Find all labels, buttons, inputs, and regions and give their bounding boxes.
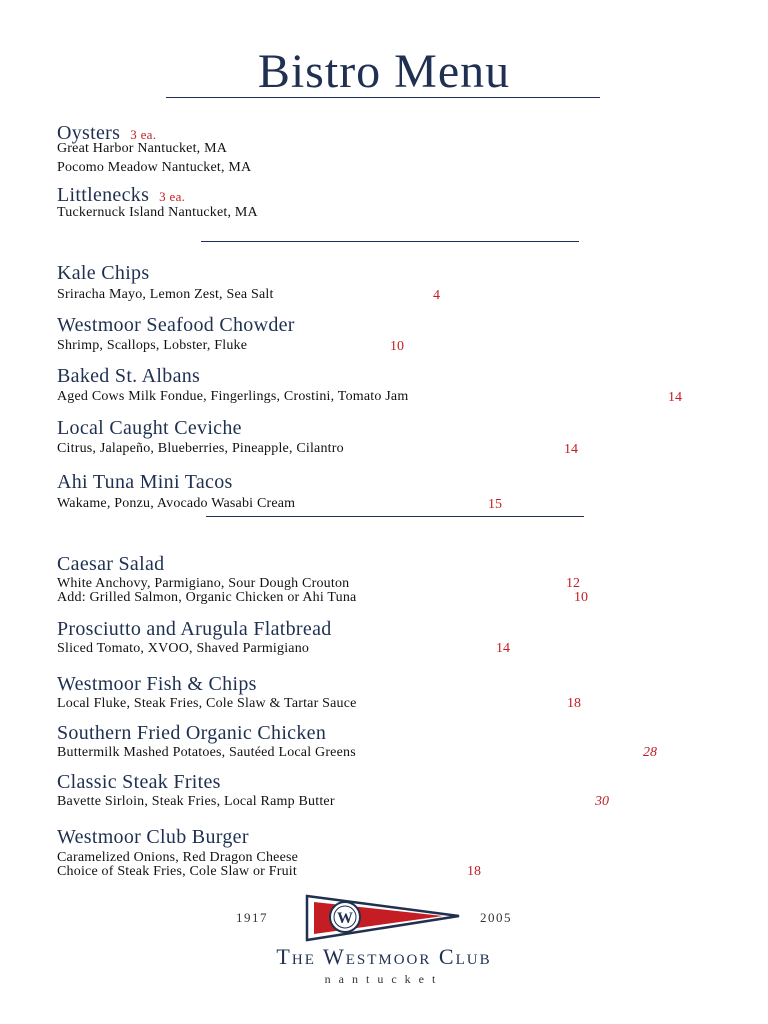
menu-item-name: Kale Chips xyxy=(57,262,150,284)
menu-item-name: Southern Fried Organic Chicken xyxy=(57,722,327,744)
littlenecks-line-1: Tuckernuck Island Nantucket, MA xyxy=(57,205,258,220)
club-location: nantucket xyxy=(324,972,444,986)
section-divider-1 xyxy=(201,241,579,242)
oysters-line-1: Great Harbor Nantucket, MA xyxy=(57,141,228,156)
burgee-flag-icon xyxy=(305,894,461,944)
menu-item-price: 4 xyxy=(433,288,440,303)
title-underline xyxy=(166,97,600,98)
menu-item-price: 18 xyxy=(567,696,581,711)
menu-item-price: 28 xyxy=(643,745,657,760)
flag-letter: W xyxy=(337,910,353,927)
menu-item-price: 12 xyxy=(566,576,580,591)
menu-item-price: 15 xyxy=(488,497,502,512)
menu-item-desc: Citrus, Jalapeño, Blueberries, Pineapple, Cilantro xyxy=(57,441,344,456)
page-title: Bistro Menu xyxy=(257,45,511,98)
menu-item-desc: Aged Cows Milk Fondue, Fingerlings, Crostini, Tomato Jam xyxy=(57,389,409,404)
oysters-heading: Oysters 3 ea. xyxy=(57,122,157,144)
menu-item-desc: Caramelized Onions, Red Dragon Cheese xyxy=(57,850,299,865)
menu-item-desc: Local Fluke, Steak Fries, Cole Slaw & Tartar Sauce xyxy=(57,696,357,711)
menu-item-desc: Wakame, Ponzu, Avocado Wasabi Cream xyxy=(57,496,296,511)
menu-item-desc: Shrimp, Scallops, Lobster, Fluke xyxy=(57,338,248,353)
menu-item-name: Caesar Salad xyxy=(57,553,165,575)
section-divider-2 xyxy=(206,516,584,517)
menu-item-addon: Add: Grilled Salmon, Organic Chicken or Ahi Tuna xyxy=(57,590,357,605)
menu-item-price: 14 xyxy=(668,390,682,405)
menu-item-name: Westmoor Fish & Chips xyxy=(57,673,257,695)
littlenecks-heading: Littlenecks 3 ea. xyxy=(57,184,186,206)
club-name: The Westmoor Club xyxy=(276,944,492,969)
menu-item-desc: Sriracha Mayo, Lemon Zest, Sea Salt xyxy=(57,287,274,302)
littlenecks-price: 3 ea. xyxy=(159,189,186,204)
menu-item-price: 18 xyxy=(467,864,481,879)
oysters-price: 3 ea. xyxy=(130,127,157,142)
menu-item-desc: White Anchovy, Parmigiano, Sour Dough Crouton xyxy=(57,576,350,591)
menu-item-price: 14 xyxy=(564,442,578,457)
menu-item-desc: Sliced Tomato, XVOO, Shaved Parmigiano xyxy=(57,641,310,656)
menu-item-desc: Bavette Sirloin, Steak Fries, Local Ramp Butter xyxy=(57,794,335,809)
menu-item-name: Local Caught Ceviche xyxy=(57,417,242,439)
menu-item-name: Baked St. Albans xyxy=(57,365,201,387)
menu-item-name: Classic Steak Frites xyxy=(57,771,221,793)
menu-item-price: 14 xyxy=(496,641,510,656)
menu-item-addon-price: 10 xyxy=(574,590,588,605)
menu-item-name: Prosciutto and Arugula Flatbread xyxy=(57,618,332,640)
menu-item-name: Westmoor Seafood Chowder xyxy=(57,314,295,336)
menu-item-name: Ahi Tuna Mini Tacos xyxy=(57,471,233,493)
menu-item-price: 10 xyxy=(390,339,404,354)
menu-item-addon: Choice of Steak Fries, Cole Slaw or Fruit xyxy=(57,864,297,879)
menu-item-name: Westmoor Club Burger xyxy=(57,826,249,848)
founded-year: 1917 xyxy=(236,910,268,925)
menu-item-price: 30 xyxy=(595,794,609,809)
menu-item-desc: Buttermilk Mashed Potatoes, Sautéed Local Greens xyxy=(57,745,356,760)
anniversary-year: 2005 xyxy=(480,910,512,925)
oysters-line-2: Pocomo Meadow Nantucket, MA xyxy=(57,160,252,175)
